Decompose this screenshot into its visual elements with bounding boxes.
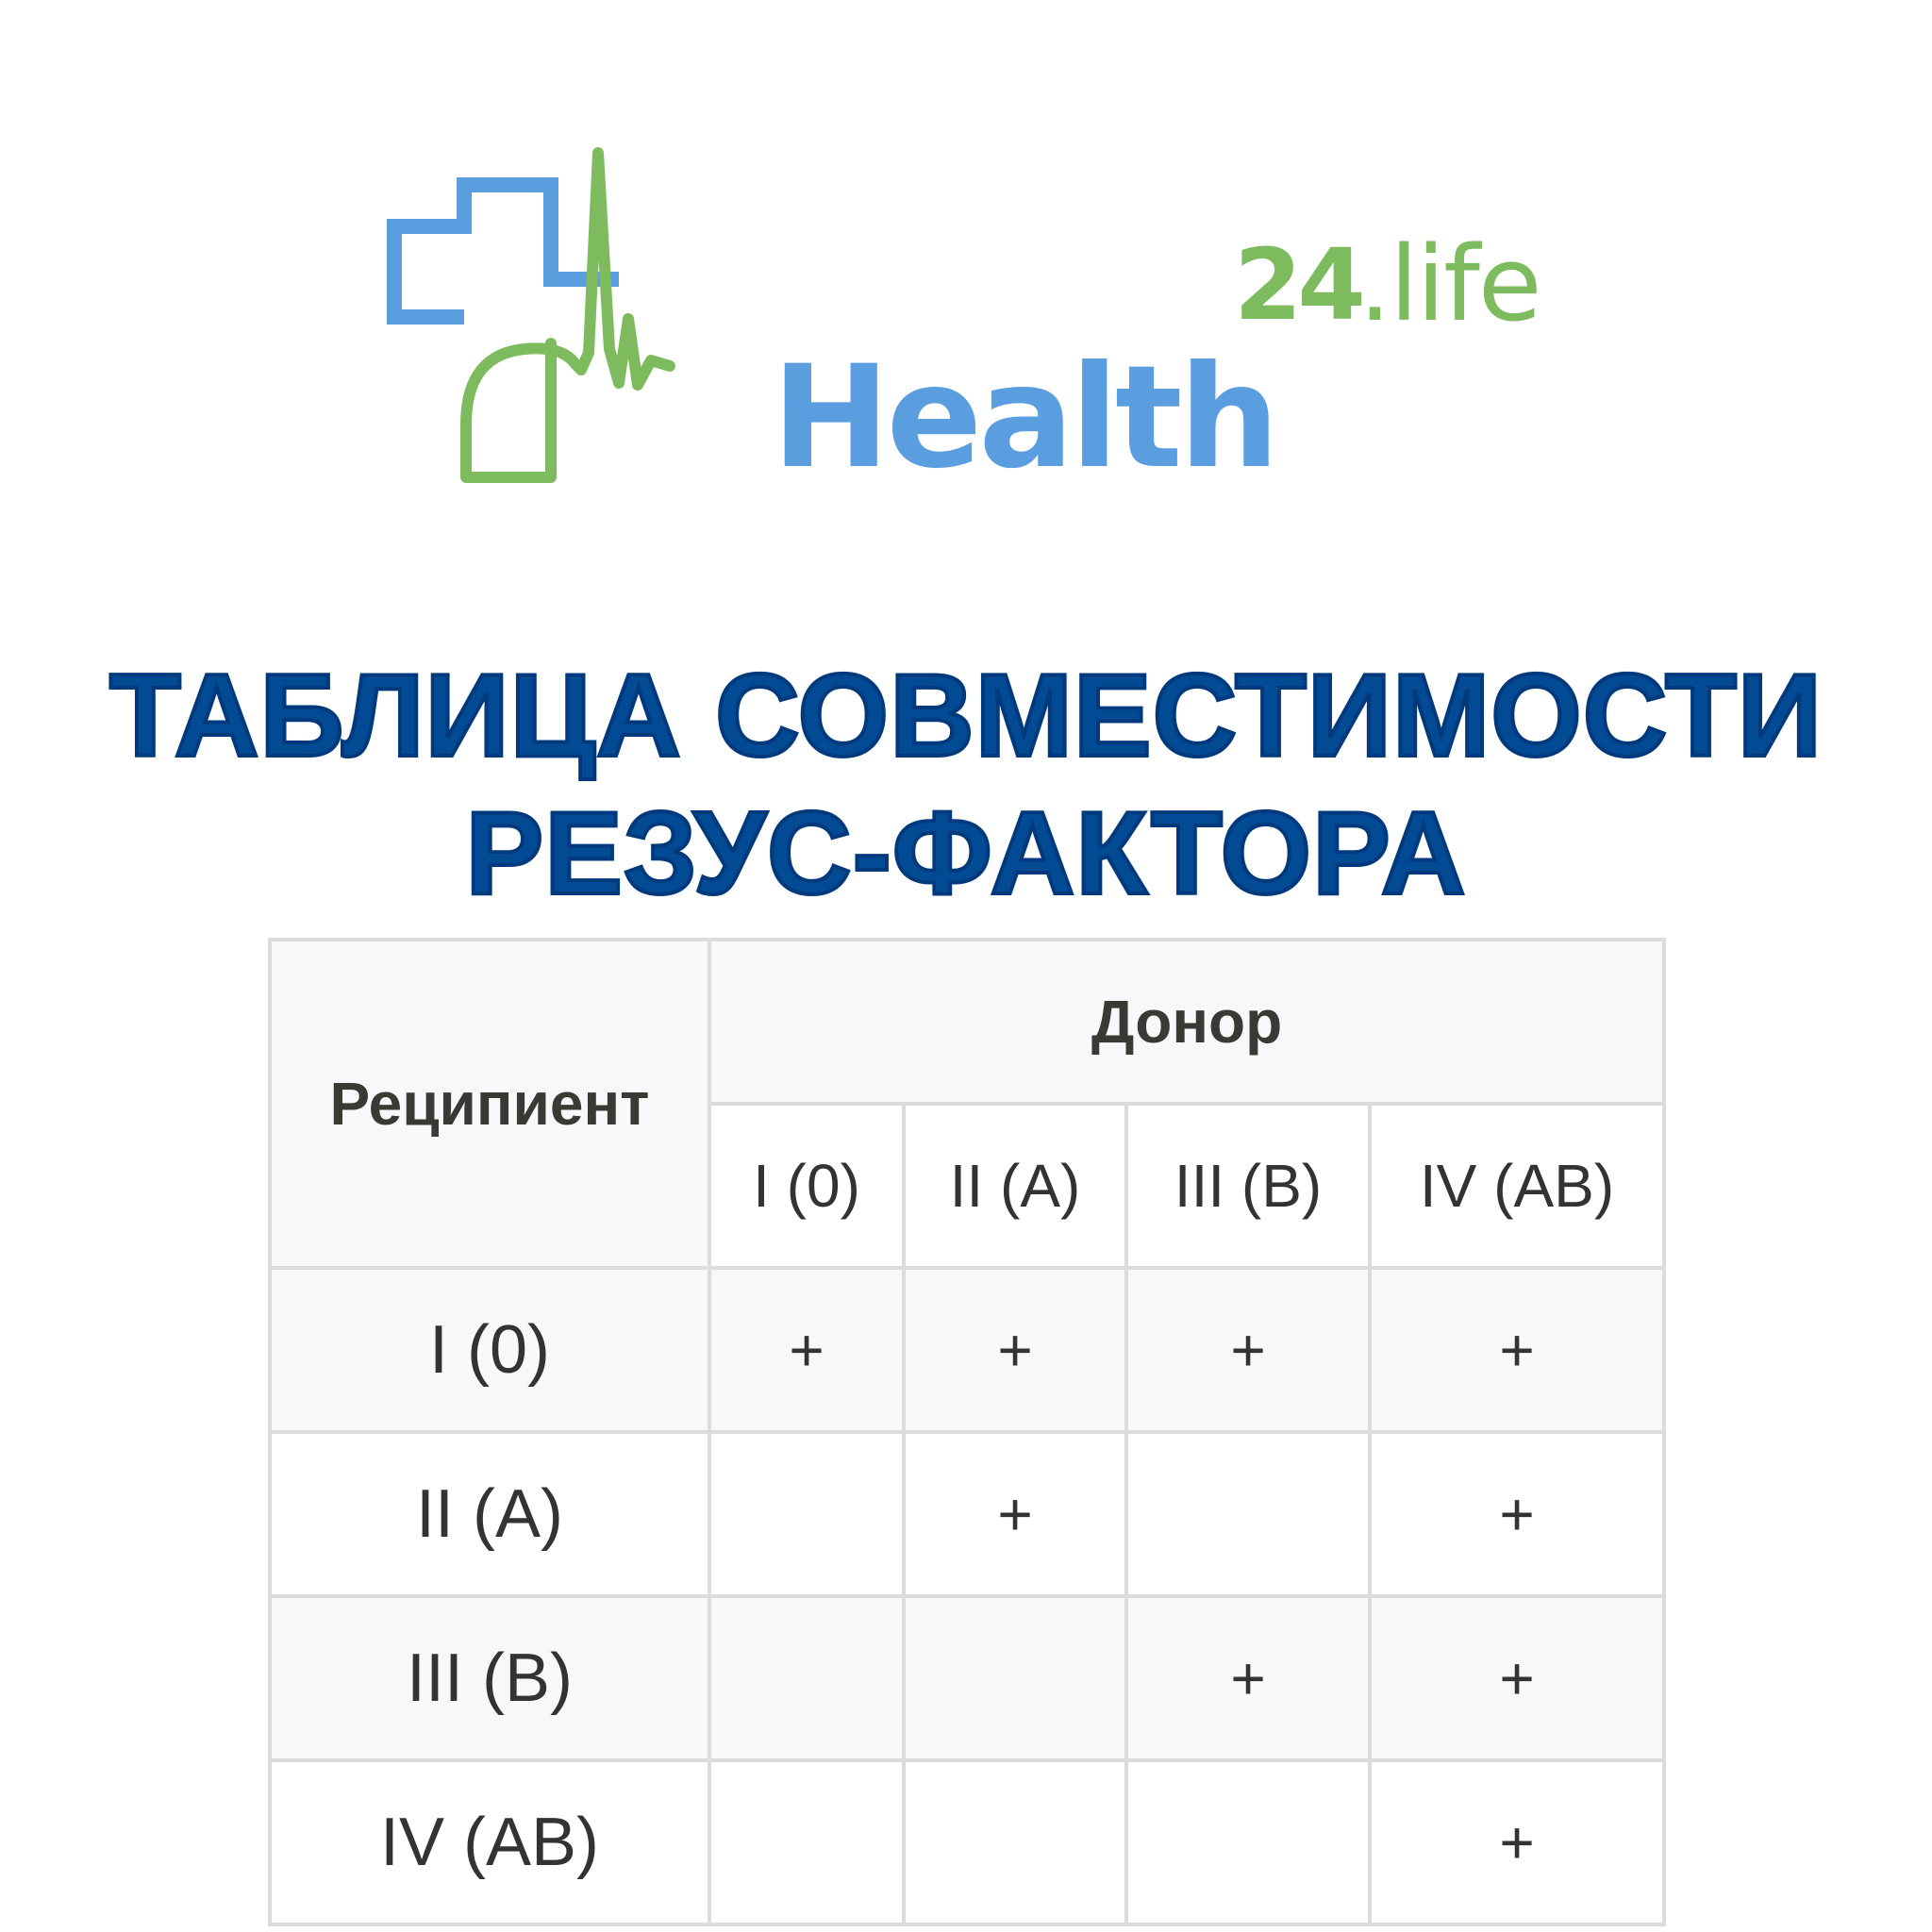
compatibility-cell — [1126, 1760, 1370, 1924]
compatibility-cell — [1126, 1432, 1370, 1596]
logo-word: Health — [772, 336, 1276, 500]
compatibility-cell: + — [1370, 1268, 1664, 1432]
compatibility-cell: + — [1126, 1596, 1370, 1760]
medical-cross-heartbeat-icon — [387, 142, 745, 500]
compatibility-cell: + — [904, 1432, 1126, 1596]
table-row — [270, 1760, 1664, 1924]
donor-column-header: III (B) — [1126, 1104, 1370, 1268]
donor-column-header: II (A) — [904, 1104, 1126, 1268]
recipient-row-label: III (B) — [270, 1596, 709, 1760]
recipient-row-label: I (0) — [270, 1268, 709, 1432]
recipient-row-label: IV (AB) — [270, 1760, 709, 1924]
page-title — [0, 647, 1932, 923]
donor-column-header: I (0) — [709, 1104, 904, 1268]
logo-number: 24 — [1234, 227, 1361, 342]
table-row — [270, 1432, 1664, 1596]
logo-domain: .life — [1358, 224, 1541, 344]
compatibility-cell: + — [1370, 1432, 1664, 1596]
compatibility-cell — [709, 1760, 904, 1924]
compatibility-cell — [904, 1760, 1126, 1924]
recipient-header: Реципиент — [270, 940, 709, 1268]
donor-column-header: IV (AB) — [1370, 1104, 1664, 1268]
compatibility-cell: + — [1126, 1268, 1370, 1432]
compatibility-cell — [904, 1596, 1126, 1760]
compatibility-cell — [709, 1432, 904, 1596]
compatibility-cell — [709, 1596, 904, 1760]
title-line-1: ТАБЛИЦА СОВМЕСТИМОСТИ — [108, 651, 1824, 781]
table-row — [270, 1268, 1664, 1432]
compatibility-cell: + — [1370, 1760, 1664, 1924]
donor-header: Донор — [709, 940, 1664, 1104]
recipient-row-label: II (A) — [270, 1432, 709, 1596]
table-row — [270, 1596, 1664, 1760]
compatibility-cell: + — [1370, 1596, 1664, 1760]
site-logo[interactable] — [387, 142, 1557, 500]
title-line-2: РЕЗУС-ФАКТОРА — [465, 789, 1467, 919]
compatibility-cell: + — [904, 1268, 1126, 1432]
rh-compatibility-table — [268, 938, 1666, 1926]
compatibility-cell: + — [709, 1268, 904, 1432]
